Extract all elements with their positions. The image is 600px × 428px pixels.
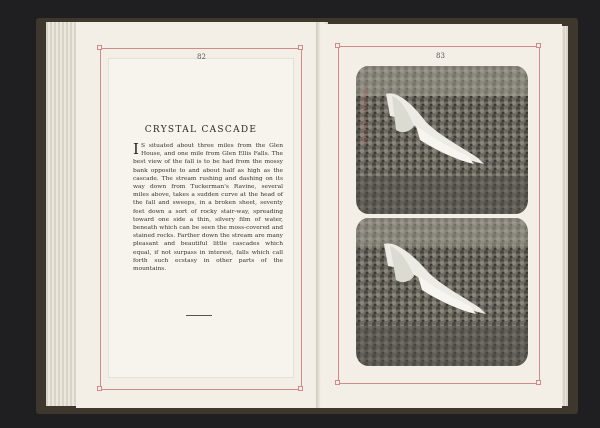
stereograph-photo-top xyxy=(356,66,528,214)
stereograph-photo-bottom xyxy=(356,218,528,366)
paragraph-text: S situated about three miles from the Glen House, and one mile from Glen Ellis Falls. The best view of the fall is to be had from the mossy bank opposite to and about half as high as the cascade. The stream rushing and dashing on its way down from Tuckerman's Ravine, several miles above, takes a sudden curve at the head of the fall and sweeps, in a broken sheet, seventy feet down a sort of rocky stair-way, spreading toward one side a thin, silvery film of water, beneath which can be seen the moss-covered and stained rocks. Farther down the stream are many pleasant and beautiful little cascades which equal, if not surpass in interest, falls which call forth such ecstasy in other parts of the mountains. xyxy=(133,143,283,273)
waterfall-image xyxy=(356,66,528,214)
frame-corner-ornament xyxy=(97,386,102,391)
frame-corner-ornament xyxy=(335,43,340,48)
frame-corner-ornament xyxy=(298,386,303,391)
waterfall-image xyxy=(356,218,528,366)
frame-corner-ornament xyxy=(335,380,340,385)
frame-corner-ornament xyxy=(298,45,303,50)
frame-corner-ornament xyxy=(536,380,541,385)
left-page-number: 82 xyxy=(197,53,206,61)
photo-side-caption: CRYSTAL CASCADE xyxy=(361,86,366,146)
frame-corner-ornament xyxy=(97,45,102,50)
body-paragraph xyxy=(133,142,283,273)
end-rule xyxy=(186,315,212,316)
drop-cap: I xyxy=(133,140,139,158)
frame-corner-ornament xyxy=(536,43,541,48)
page-title: CRYSTAL CASCADE xyxy=(144,125,258,135)
right-page-number: 83 xyxy=(436,52,445,60)
